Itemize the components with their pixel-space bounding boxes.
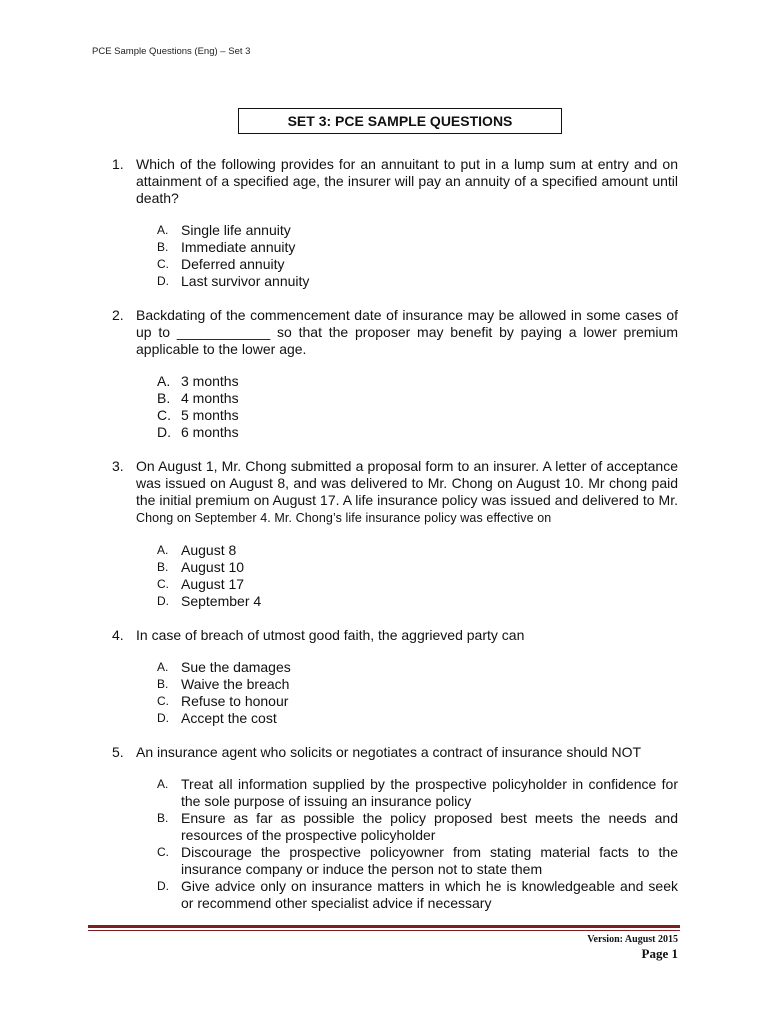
option-text: August 10 [181,559,245,575]
option-d [136,710,678,727]
page-title: SET 3: PCE SAMPLE QUESTIONS [238,108,562,134]
option-letter: B. [157,240,169,254]
option-list [136,776,678,912]
option-letter: B. [157,677,169,691]
running-header: PCE Sample Questions (Eng) – Set 3 [92,46,251,57]
option-letter: B. [157,560,169,574]
question-number: 3. [112,458,124,474]
option-text: Discourage the prospective policyowner from stating material facts to the insurance company or induce the person not to state them [181,844,678,877]
question-5 [112,744,678,912]
option-b [136,390,678,407]
option-text: Treat all information supplied by the prospective policyholder in confidence for the sole purpose of issuing an insurance policy [181,776,678,809]
option-text: Ensure as far as possible the policy proposed best meets the needs and resources of the prospective policyholder [181,810,678,843]
question-text: Backdating of the commencement date of insurance may be allowed in some cases of up to ____________ so that the proposer may benefit by paying a lower premium applicable to the lower age. [136,307,678,357]
question-number: 2. [112,307,124,323]
question-1 [112,156,678,290]
option-text: 3 months [181,373,239,389]
option-letter: D. [157,424,171,440]
question-text [136,458,678,527]
option-c [136,407,678,424]
option-text: Sue the damages [181,659,291,675]
question-3 [112,458,678,610]
option-letter: A. [157,223,169,237]
option-b [136,559,678,576]
option-text: Last survivor annuity [181,273,310,289]
question-text: Which of the following provides for an annuitant to put in a lump sum at entry and on attainment of a specified age, the insurer will pay an annuity of a specified amount until death? [136,156,678,206]
option-letter: A. [157,543,169,557]
option-b [136,676,678,693]
option-letter: B. [157,811,169,825]
option-list [136,659,678,727]
option-text: August 8 [181,542,237,558]
option-c [136,844,678,878]
option-text: Deferred annuity [181,256,285,272]
option-text: Single life annuity [181,222,291,238]
question-text-main: On August 1, Mr. Chong submitted a proposal form to an insurer. A letter of acceptance was issued on August 8, and was delivered to Mr. Chong on August 10. Mr chong paid the initial premium on August 17. A life insurance policy was issued and delivered to Mr. [136,458,678,508]
option-letter: D. [157,274,169,288]
option-b [136,239,678,256]
option-b [136,810,678,844]
option-letter: C. [157,407,171,423]
question-list [112,156,678,912]
option-d [136,878,678,912]
question-text: In case of breach of utmost good faith, the aggrieved party can [136,627,525,643]
option-letter: D. [157,594,169,608]
option-a [136,222,678,239]
option-text: Accept the cost [181,710,277,726]
option-text: September 4 [181,593,262,609]
option-text: August 17 [181,576,245,592]
option-d [136,273,678,290]
option-d [136,424,678,441]
option-letter: A. [157,777,169,791]
option-c [136,576,678,593]
question-4 [112,627,678,727]
option-a [136,659,678,676]
option-letter: C. [157,257,169,271]
footer-divider-thin [88,930,680,931]
option-text: 4 months [181,390,239,406]
option-letter: C. [157,694,169,708]
option-letter: B. [157,390,171,406]
option-letter: D. [157,879,169,893]
option-list [136,222,678,290]
option-text: 5 months [181,407,239,423]
question-2 [112,307,678,441]
version-label: Version: August 2015 [587,934,678,945]
question-number: 4. [112,627,124,643]
option-a [136,776,678,810]
option-text: 6 months [181,424,239,440]
question-number: 5. [112,744,124,760]
option-d [136,593,678,610]
option-letter: A. [157,373,171,389]
question-text: An insurance agent who solicits or negotiates a contract of insurance should NOT [136,744,642,760]
question-number: 1. [112,156,124,172]
option-letter: C. [157,845,169,859]
page-number: Page 1 [641,946,678,961]
option-list [136,373,678,441]
option-text: Refuse to honour [181,693,289,709]
option-a [136,373,678,390]
footer-divider-thick [88,925,680,928]
option-text: Immediate annuity [181,239,296,255]
option-c [136,256,678,273]
option-letter: A. [157,660,169,674]
option-letter: D. [157,711,169,725]
option-text: Waive the breach [181,676,290,692]
option-text: Give advice only on insurance matters in which he is knowledgeable and seek or recommend other specialist advice if necessary [181,878,678,911]
option-list [136,542,678,610]
option-a [136,542,678,559]
question-text-tail: Chong on September 4. Mr. Chong’s life insurance policy was effective on [136,511,552,525]
option-c [136,693,678,710]
option-letter: C. [157,577,169,591]
